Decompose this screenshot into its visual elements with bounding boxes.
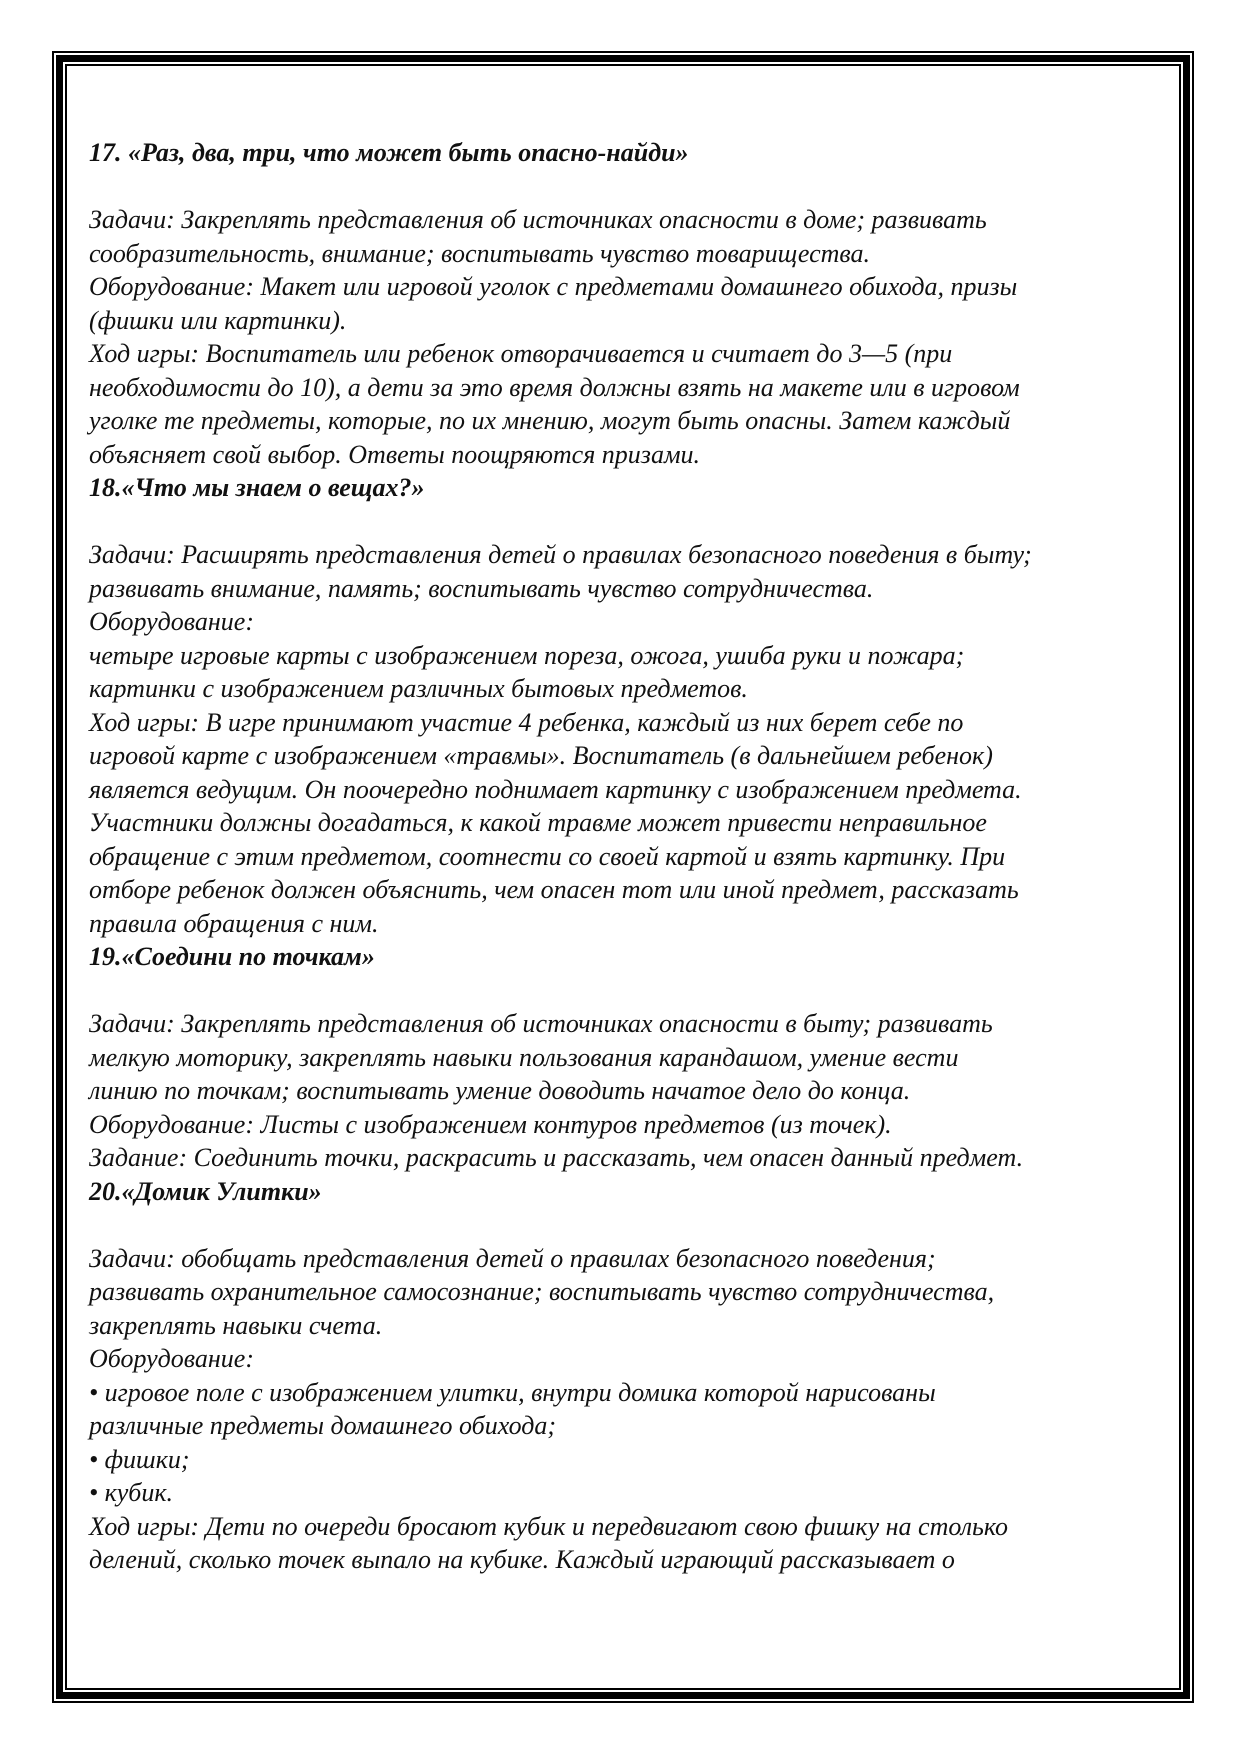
- game-section: [89, 136, 1169, 471]
- text-line: Оборудование:: [89, 1344, 254, 1373]
- text-line: уголке те предметы, которые, по их мнению, могут быть опасны. Затем каждый: [89, 406, 1011, 435]
- text-line: Участники должны догадаться, к какой травме может привести неправильное: [89, 808, 987, 837]
- text-line: Ход игры: Воспитатель или ребенок отворачивается и считает до 3—5 (при: [89, 339, 953, 368]
- text-line: является ведущим. Он поочередно поднимает картинку с изображением предмета.: [89, 774, 1022, 804]
- text-line: Задание: Соединить точки, раскрасить и рассказать, чем опасен данный предмет.: [89, 1143, 1024, 1172]
- text-line: Оборудование: Листы с изображением контуров предметов (из точек).: [89, 1109, 892, 1139]
- text-line: необходимости до 10), а дети за это время должны взять на макете или в игровом: [89, 372, 1020, 402]
- blank-line: [89, 1208, 1169, 1242]
- text-line: четыре игровые карты с изображением пореза, ожога, ушиба руки и пожара;: [89, 640, 965, 670]
- text-line: игровой карте с изображением «травмы». Воспитатель (в дальнейшем ребенок): [89, 741, 993, 770]
- text-line: закреплять навыки счета.: [89, 1310, 383, 1340]
- text-line: обращение с этим предметом, соотнести со своей картой и взять картинку. При: [89, 841, 1006, 871]
- text-line: Задачи: Закреплять представления об источниках опасности в быту; развивать: [89, 1009, 993, 1038]
- text-line: правила обращения с ним.: [89, 908, 379, 938]
- text-line: развивать внимание, память; воспитывать чувство сотрудничества.: [89, 573, 874, 603]
- text-line: (фишки или картинки).: [89, 305, 347, 335]
- blank-line: [89, 505, 1169, 539]
- text-line: Ход игры: В игре принимают участие 4 ребенка, каждый из них берет себе по: [89, 707, 964, 737]
- text-line: Ход игры: Дети по очереди бросают кубик и передвигают свою фишку на столько: [89, 1511, 1009, 1541]
- text-line: Задачи: Закреплять представления об источниках опасности в доме; развивать: [89, 205, 987, 234]
- text-line: различные предметы домашнего обихода;: [89, 1411, 557, 1440]
- text-line: Оборудование: Макет или игровой уголок с предметами домашнего обихода, призы: [89, 272, 1018, 301]
- text-line: объясняет свой выбор. Ответы поощряются призами.: [89, 439, 701, 469]
- text-line: • фишки;: [89, 1444, 190, 1474]
- section-title: 19.«Соедини по точкам»: [89, 942, 375, 971]
- blank-line: [89, 170, 1169, 204]
- text-line: Оборудование:: [89, 607, 254, 636]
- text-line: линию по точкам; воспитывать умение доводить начатое дело до конца.: [89, 1076, 911, 1105]
- section-title: 20.«Домик Улитки»: [89, 1176, 322, 1206]
- text-line: • игровое поле с изображением улитки, внутри домика которой нарисованы: [89, 1377, 936, 1407]
- text-line: картинки с изображением различных бытовых предметов.: [89, 674, 748, 703]
- document-body: [89, 136, 1169, 1577]
- game-section: [89, 940, 1169, 1175]
- text-line: делений, сколько точек выпало на кубике. Каждый играющий рассказывает о: [89, 1545, 955, 1574]
- text-line: мелкую моторику, закреплять навыки пользования карандашом, умение вести: [89, 1042, 959, 1072]
- game-section: [89, 1175, 1169, 1577]
- blank-line: [89, 974, 1169, 1008]
- text-line: отборе ребенок должен объяснить, чем опасен тот или иной предмет, рассказать: [89, 875, 1019, 904]
- text-line: Задачи: Расширять представления детей о правилах безопасного поведения в быту;: [89, 540, 1032, 569]
- text-line: развивать охранительное самосознание; воспитывать чувство сотрудничества,: [89, 1277, 995, 1306]
- section-title: 18.«Что мы знаем о вещах?»: [89, 473, 425, 502]
- game-section: [89, 471, 1169, 940]
- text-line: • кубик.: [89, 1478, 174, 1507]
- text-line: Задачи: обобщать представления детей о правилах безопасного поведения;: [89, 1243, 936, 1273]
- text-line: сообразительность, внимание; воспитывать чувство товарищества.: [89, 238, 871, 268]
- section-title: 17. «Раз, два, три, что может быть опасно-найди»: [89, 138, 689, 167]
